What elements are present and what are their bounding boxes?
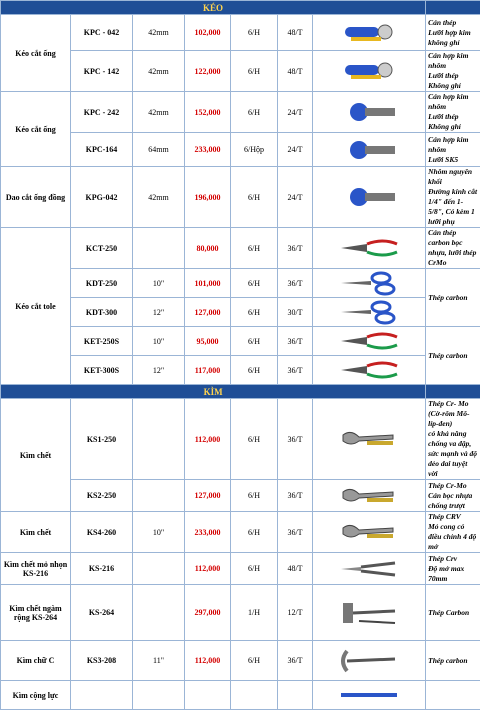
product-price: 117,000 bbox=[195, 366, 221, 375]
tool-image bbox=[337, 183, 401, 211]
table-row bbox=[1, 585, 480, 641]
image-cell bbox=[313, 681, 426, 710]
description-cell bbox=[426, 133, 480, 167]
price-cell bbox=[185, 641, 231, 681]
product-name: Kìm chết bbox=[20, 528, 51, 537]
desc-line: Nhôm nguyên khối bbox=[428, 167, 478, 187]
code-cell bbox=[71, 480, 133, 512]
unit-cell bbox=[231, 51, 278, 92]
pack-cell bbox=[278, 269, 313, 298]
image-cell bbox=[313, 641, 426, 681]
product-price: 127,000 bbox=[195, 308, 221, 317]
table-row bbox=[1, 641, 480, 681]
table-row bbox=[1, 51, 480, 92]
product-price: 80,000 bbox=[197, 244, 219, 253]
unit-cell bbox=[231, 641, 278, 681]
product-code: KDT-300 bbox=[86, 308, 117, 317]
table-row bbox=[1, 167, 480, 228]
tool-image bbox=[337, 647, 401, 675]
unit-cell bbox=[231, 399, 278, 480]
product-size: 10" bbox=[153, 337, 164, 346]
product-size: 42mm bbox=[148, 108, 168, 117]
tool-image bbox=[337, 518, 401, 546]
tool-image bbox=[337, 599, 401, 627]
product-price: 102,000 bbox=[195, 28, 221, 37]
image-cell bbox=[313, 553, 426, 585]
product-code: KS-216 bbox=[89, 564, 114, 573]
product-price: 233,000 bbox=[195, 145, 221, 154]
product-name-cell bbox=[1, 399, 71, 512]
desc-line: Thép Cr-Mo bbox=[428, 481, 478, 491]
product-unit: 1/H bbox=[248, 608, 260, 617]
unit-cell bbox=[231, 92, 278, 133]
image-cell bbox=[313, 327, 426, 356]
desc-line: Cán bọc nhựa chống trượt bbox=[428, 491, 478, 511]
product-code: KPC - 242 bbox=[84, 108, 120, 117]
tool-image bbox=[337, 234, 401, 262]
product-size: 11" bbox=[153, 656, 164, 665]
image-cell bbox=[313, 512, 426, 553]
product-price: 152,000 bbox=[195, 108, 221, 117]
product-size: 12" bbox=[153, 366, 164, 375]
product-name: Kéo cắt ống bbox=[15, 49, 55, 58]
product-unit: 6/H bbox=[248, 308, 260, 317]
pack-cell bbox=[278, 133, 313, 167]
product-code: KS2-250 bbox=[87, 491, 116, 500]
price-cell bbox=[185, 133, 231, 167]
product-unit: 6/H bbox=[248, 67, 260, 76]
product-price: 196,000 bbox=[195, 193, 221, 202]
product-pack: 36/T bbox=[287, 528, 302, 537]
pack-cell bbox=[278, 512, 313, 553]
description-cell bbox=[426, 480, 480, 512]
product-name-cell bbox=[1, 553, 71, 585]
product-unit: 6/H bbox=[248, 491, 260, 500]
table-row bbox=[1, 480, 480, 512]
tool-image bbox=[337, 136, 401, 164]
price-cell bbox=[185, 512, 231, 553]
product-pack: 48/T bbox=[287, 28, 302, 37]
desc-line: Thép Carbon bbox=[428, 608, 478, 618]
image-cell bbox=[313, 480, 426, 512]
product-name-cell bbox=[1, 585, 71, 641]
tool-image bbox=[337, 327, 401, 355]
tool-image bbox=[337, 482, 401, 510]
product-name-cell bbox=[1, 15, 71, 92]
tool-image bbox=[337, 57, 401, 85]
product-unit: 6/H bbox=[248, 244, 260, 253]
table-row bbox=[1, 15, 480, 51]
price-cell bbox=[185, 269, 231, 298]
unit-cell bbox=[231, 356, 278, 385]
product-code: KPG-042 bbox=[86, 193, 118, 202]
product-size: 12" bbox=[153, 308, 164, 317]
desc-line: Thép Cr- Mo bbox=[428, 399, 478, 409]
product-name: Kìm chết bbox=[20, 451, 51, 460]
product-pack: 30/T bbox=[287, 308, 302, 317]
product-code: KS4-260 bbox=[87, 528, 116, 537]
code-cell bbox=[71, 356, 133, 385]
image-cell bbox=[313, 399, 426, 480]
code-cell bbox=[71, 553, 133, 585]
product-unit: 6/H bbox=[248, 656, 260, 665]
unit-cell bbox=[231, 133, 278, 167]
section-title: KÉO bbox=[203, 3, 223, 13]
size-cell bbox=[133, 51, 185, 92]
code-cell bbox=[71, 228, 133, 269]
code-cell bbox=[71, 681, 133, 710]
product-price: 112,000 bbox=[195, 564, 221, 573]
product-size: 42mm bbox=[148, 193, 168, 202]
price-cell bbox=[185, 681, 231, 710]
unit-cell bbox=[231, 298, 278, 327]
product-pack: 36/T bbox=[287, 337, 302, 346]
product-code: KCT-250 bbox=[86, 244, 117, 253]
price-cell bbox=[185, 92, 231, 133]
description-cell bbox=[426, 681, 480, 710]
product-pack: 48/T bbox=[287, 67, 302, 76]
price-cell bbox=[185, 15, 231, 51]
product-code: KET-300S bbox=[84, 366, 119, 375]
product-name-cell bbox=[1, 228, 71, 385]
product-unit: 6/H bbox=[248, 193, 260, 202]
product-pack: 12/T bbox=[287, 608, 302, 617]
desc-line: Cán hợp kim nhôm bbox=[428, 92, 478, 112]
product-code: KPC-164 bbox=[86, 145, 118, 154]
product-pack: 24/T bbox=[287, 193, 302, 202]
desc-line: Thép Crv bbox=[428, 554, 478, 564]
tool-image bbox=[337, 681, 401, 709]
code-cell bbox=[71, 15, 133, 51]
product-pack: 24/T bbox=[287, 108, 302, 117]
product-name-cell bbox=[1, 512, 71, 553]
unit-cell bbox=[231, 512, 278, 553]
price-cell bbox=[185, 167, 231, 228]
code-cell bbox=[71, 327, 133, 356]
desc-line: Lưỡi thép Không ghỉ bbox=[428, 71, 478, 91]
table-row bbox=[1, 298, 480, 327]
unit-cell bbox=[231, 327, 278, 356]
product-price: 297,000 bbox=[195, 608, 221, 617]
size-cell bbox=[133, 480, 185, 512]
product-code: KDT-250 bbox=[86, 279, 117, 288]
desc-line: Thép CRV bbox=[428, 512, 478, 522]
product-price: 127,000 bbox=[195, 491, 221, 500]
product-price: 112,000 bbox=[195, 656, 221, 665]
price-cell bbox=[185, 327, 231, 356]
tool-image bbox=[337, 269, 401, 297]
product-code: KS-264 bbox=[89, 608, 114, 617]
unit-cell bbox=[231, 553, 278, 585]
table-row bbox=[1, 269, 480, 298]
section-header-kim bbox=[1, 385, 480, 399]
size-cell bbox=[133, 92, 185, 133]
size-cell bbox=[133, 356, 185, 385]
section-header-keo bbox=[1, 1, 480, 15]
code-cell bbox=[71, 92, 133, 133]
product-pack: 36/T bbox=[287, 279, 302, 288]
unit-cell bbox=[231, 480, 278, 512]
table-row bbox=[1, 553, 480, 585]
image-cell bbox=[313, 51, 426, 92]
product-size: 10" bbox=[153, 279, 164, 288]
size-cell bbox=[133, 399, 185, 480]
price-cell bbox=[185, 51, 231, 92]
table-row bbox=[1, 228, 480, 269]
price-cell bbox=[185, 399, 231, 480]
desc-line: Thép carbon bbox=[428, 656, 478, 666]
desc-line: Thép carbon bbox=[428, 351, 478, 361]
product-pack: 24/T bbox=[287, 145, 302, 154]
description-cell bbox=[426, 512, 480, 553]
product-unit: 6/H bbox=[248, 528, 260, 537]
description-cell bbox=[426, 327, 480, 385]
pack-cell bbox=[278, 15, 313, 51]
product-price: 101,000 bbox=[195, 279, 221, 288]
product-size: 64mm bbox=[148, 145, 168, 154]
product-pack: 36/T bbox=[287, 244, 302, 253]
size-cell bbox=[133, 167, 185, 228]
product-code: KS3-208 bbox=[87, 656, 116, 665]
desc-line: Lưỡi hợp kim không ghỉ bbox=[428, 28, 478, 48]
product-name: Kìm chữ C bbox=[17, 656, 55, 665]
product-name-cell bbox=[1, 641, 71, 681]
pack-cell bbox=[278, 298, 313, 327]
description-cell bbox=[426, 399, 480, 480]
product-unit: 6/Hộp bbox=[244, 145, 264, 154]
product-unit: 6/H bbox=[248, 279, 260, 288]
pack-cell bbox=[278, 92, 313, 133]
desc-line: Cán thép carbon bọc nhựa, lưỡi thép CrMo bbox=[428, 228, 478, 268]
pack-cell bbox=[278, 553, 313, 585]
table-row bbox=[1, 681, 480, 710]
code-cell bbox=[71, 585, 133, 641]
price-cell bbox=[185, 228, 231, 269]
desc-line: Đường kính cắt 1/4" đến 1-5/8", Có kèm 1 lưỡi phụ bbox=[428, 187, 478, 227]
size-cell bbox=[133, 553, 185, 585]
tool-image bbox=[337, 19, 401, 47]
description-cell bbox=[426, 92, 480, 133]
price-cell bbox=[185, 356, 231, 385]
product-name: Kìm chết ngàm rộng KS-264 bbox=[9, 604, 61, 622]
product-name: Kéo cắt tole bbox=[15, 302, 55, 311]
tool-image bbox=[337, 425, 401, 453]
product-code: KS1-250 bbox=[87, 435, 116, 444]
product-unit: 6/H bbox=[248, 28, 260, 37]
table-row bbox=[1, 356, 480, 385]
description-cell bbox=[426, 553, 480, 585]
unit-cell bbox=[231, 167, 278, 228]
product-pack: 36/T bbox=[287, 491, 302, 500]
product-code: KPC - 042 bbox=[84, 28, 120, 37]
tool-image bbox=[337, 356, 401, 384]
image-cell bbox=[313, 298, 426, 327]
unit-cell bbox=[231, 15, 278, 51]
pack-cell bbox=[278, 399, 313, 480]
product-price: 95,000 bbox=[197, 337, 219, 346]
desc-line: có khả năng chống va đập, sức mạnh và độ dẻo dai tuyệt vời bbox=[428, 429, 478, 479]
desc-line: Mỏ cong có điều chỉnh 4 độ mở bbox=[428, 522, 478, 552]
code-cell bbox=[71, 167, 133, 228]
image-cell bbox=[313, 167, 426, 228]
desc-line: Cán thép bbox=[428, 18, 478, 28]
size-cell bbox=[133, 269, 185, 298]
table-row bbox=[1, 327, 480, 356]
code-cell bbox=[71, 133, 133, 167]
product-pack: 36/T bbox=[287, 656, 302, 665]
size-cell bbox=[133, 585, 185, 641]
table-row bbox=[1, 92, 480, 133]
code-cell bbox=[71, 399, 133, 480]
product-size: 42mm bbox=[148, 67, 168, 76]
description-cell bbox=[426, 269, 480, 327]
image-cell bbox=[313, 92, 426, 133]
code-cell bbox=[71, 512, 133, 553]
product-price: 122,000 bbox=[195, 67, 221, 76]
product-unit: 6/H bbox=[248, 435, 260, 444]
code-cell bbox=[71, 51, 133, 92]
product-price: 233,000 bbox=[195, 528, 221, 537]
table-row bbox=[1, 399, 480, 480]
pack-cell bbox=[278, 681, 313, 710]
desc-line: Lưỡi thép Không ghỉ bbox=[428, 112, 478, 132]
pack-cell bbox=[278, 327, 313, 356]
image-cell bbox=[313, 269, 426, 298]
unit-cell bbox=[231, 269, 278, 298]
tool-image bbox=[337, 298, 401, 326]
price-cell bbox=[185, 480, 231, 512]
image-cell bbox=[313, 133, 426, 167]
product-name: Dao cắt ống đồng bbox=[6, 193, 65, 202]
product-unit: 6/H bbox=[248, 337, 260, 346]
product-pack: 36/T bbox=[287, 366, 302, 375]
desc-line: Cán hợp kim nhôm bbox=[428, 135, 478, 155]
product-name-cell bbox=[1, 92, 71, 167]
section-title: KÌM bbox=[204, 387, 223, 397]
product-price: 112,000 bbox=[195, 435, 221, 444]
product-code: KET-250S bbox=[84, 337, 119, 346]
product-name: Kìm cộng lực bbox=[13, 691, 59, 700]
description-cell bbox=[426, 585, 480, 641]
product-unit: 6/H bbox=[248, 564, 260, 573]
product-unit: 6/H bbox=[248, 366, 260, 375]
product-name: Kéo cắt ống bbox=[15, 125, 55, 134]
description-cell bbox=[426, 15, 480, 51]
image-cell bbox=[313, 356, 426, 385]
size-cell bbox=[133, 228, 185, 269]
unit-cell bbox=[231, 585, 278, 641]
desc-line: Cán hợp kim nhôm bbox=[428, 51, 478, 71]
size-cell bbox=[133, 512, 185, 553]
code-cell bbox=[71, 298, 133, 327]
unit-cell bbox=[231, 228, 278, 269]
product-unit: 6/H bbox=[248, 108, 260, 117]
size-cell bbox=[133, 133, 185, 167]
table-row bbox=[1, 512, 480, 553]
size-cell bbox=[133, 298, 185, 327]
size-cell bbox=[133, 681, 185, 710]
description-cell bbox=[426, 51, 480, 92]
product-size: 42mm bbox=[148, 28, 168, 37]
tool-image bbox=[337, 555, 401, 583]
tool-image bbox=[337, 98, 401, 126]
pack-cell bbox=[278, 167, 313, 228]
product-code: KPC - 142 bbox=[84, 67, 120, 76]
pack-cell bbox=[278, 51, 313, 92]
image-cell bbox=[313, 15, 426, 51]
product-size: 10" bbox=[153, 528, 164, 537]
description-cell bbox=[426, 641, 480, 681]
price-cell bbox=[185, 585, 231, 641]
pack-cell bbox=[278, 585, 313, 641]
product-name: Kìm chết mỏ nhọn KS-216 bbox=[4, 560, 67, 578]
desc-line: (Cờ-rôm Mô-líp-đen) bbox=[428, 409, 478, 429]
pack-cell bbox=[278, 228, 313, 269]
size-cell bbox=[133, 15, 185, 51]
code-cell bbox=[71, 269, 133, 298]
pack-cell bbox=[278, 480, 313, 512]
code-cell bbox=[71, 641, 133, 681]
image-cell bbox=[313, 228, 426, 269]
desc-line: Lưỡi SK5 bbox=[428, 155, 478, 165]
pack-cell bbox=[278, 641, 313, 681]
description-cell bbox=[426, 228, 480, 269]
image-cell bbox=[313, 585, 426, 641]
product-pack: 36/T bbox=[287, 435, 302, 444]
product-name-cell bbox=[1, 167, 71, 228]
price-cell bbox=[185, 298, 231, 327]
desc-line: Thép carbon bbox=[428, 293, 478, 303]
description-cell bbox=[426, 167, 480, 228]
product-name-cell bbox=[1, 681, 71, 710]
desc-line: Độ mở max 70mm bbox=[428, 564, 478, 584]
size-cell bbox=[133, 641, 185, 681]
table-row bbox=[1, 133, 480, 167]
size-cell bbox=[133, 327, 185, 356]
product-pack: 48/T bbox=[287, 564, 302, 573]
price-cell bbox=[185, 553, 231, 585]
unit-cell bbox=[231, 681, 278, 710]
pack-cell bbox=[278, 356, 313, 385]
